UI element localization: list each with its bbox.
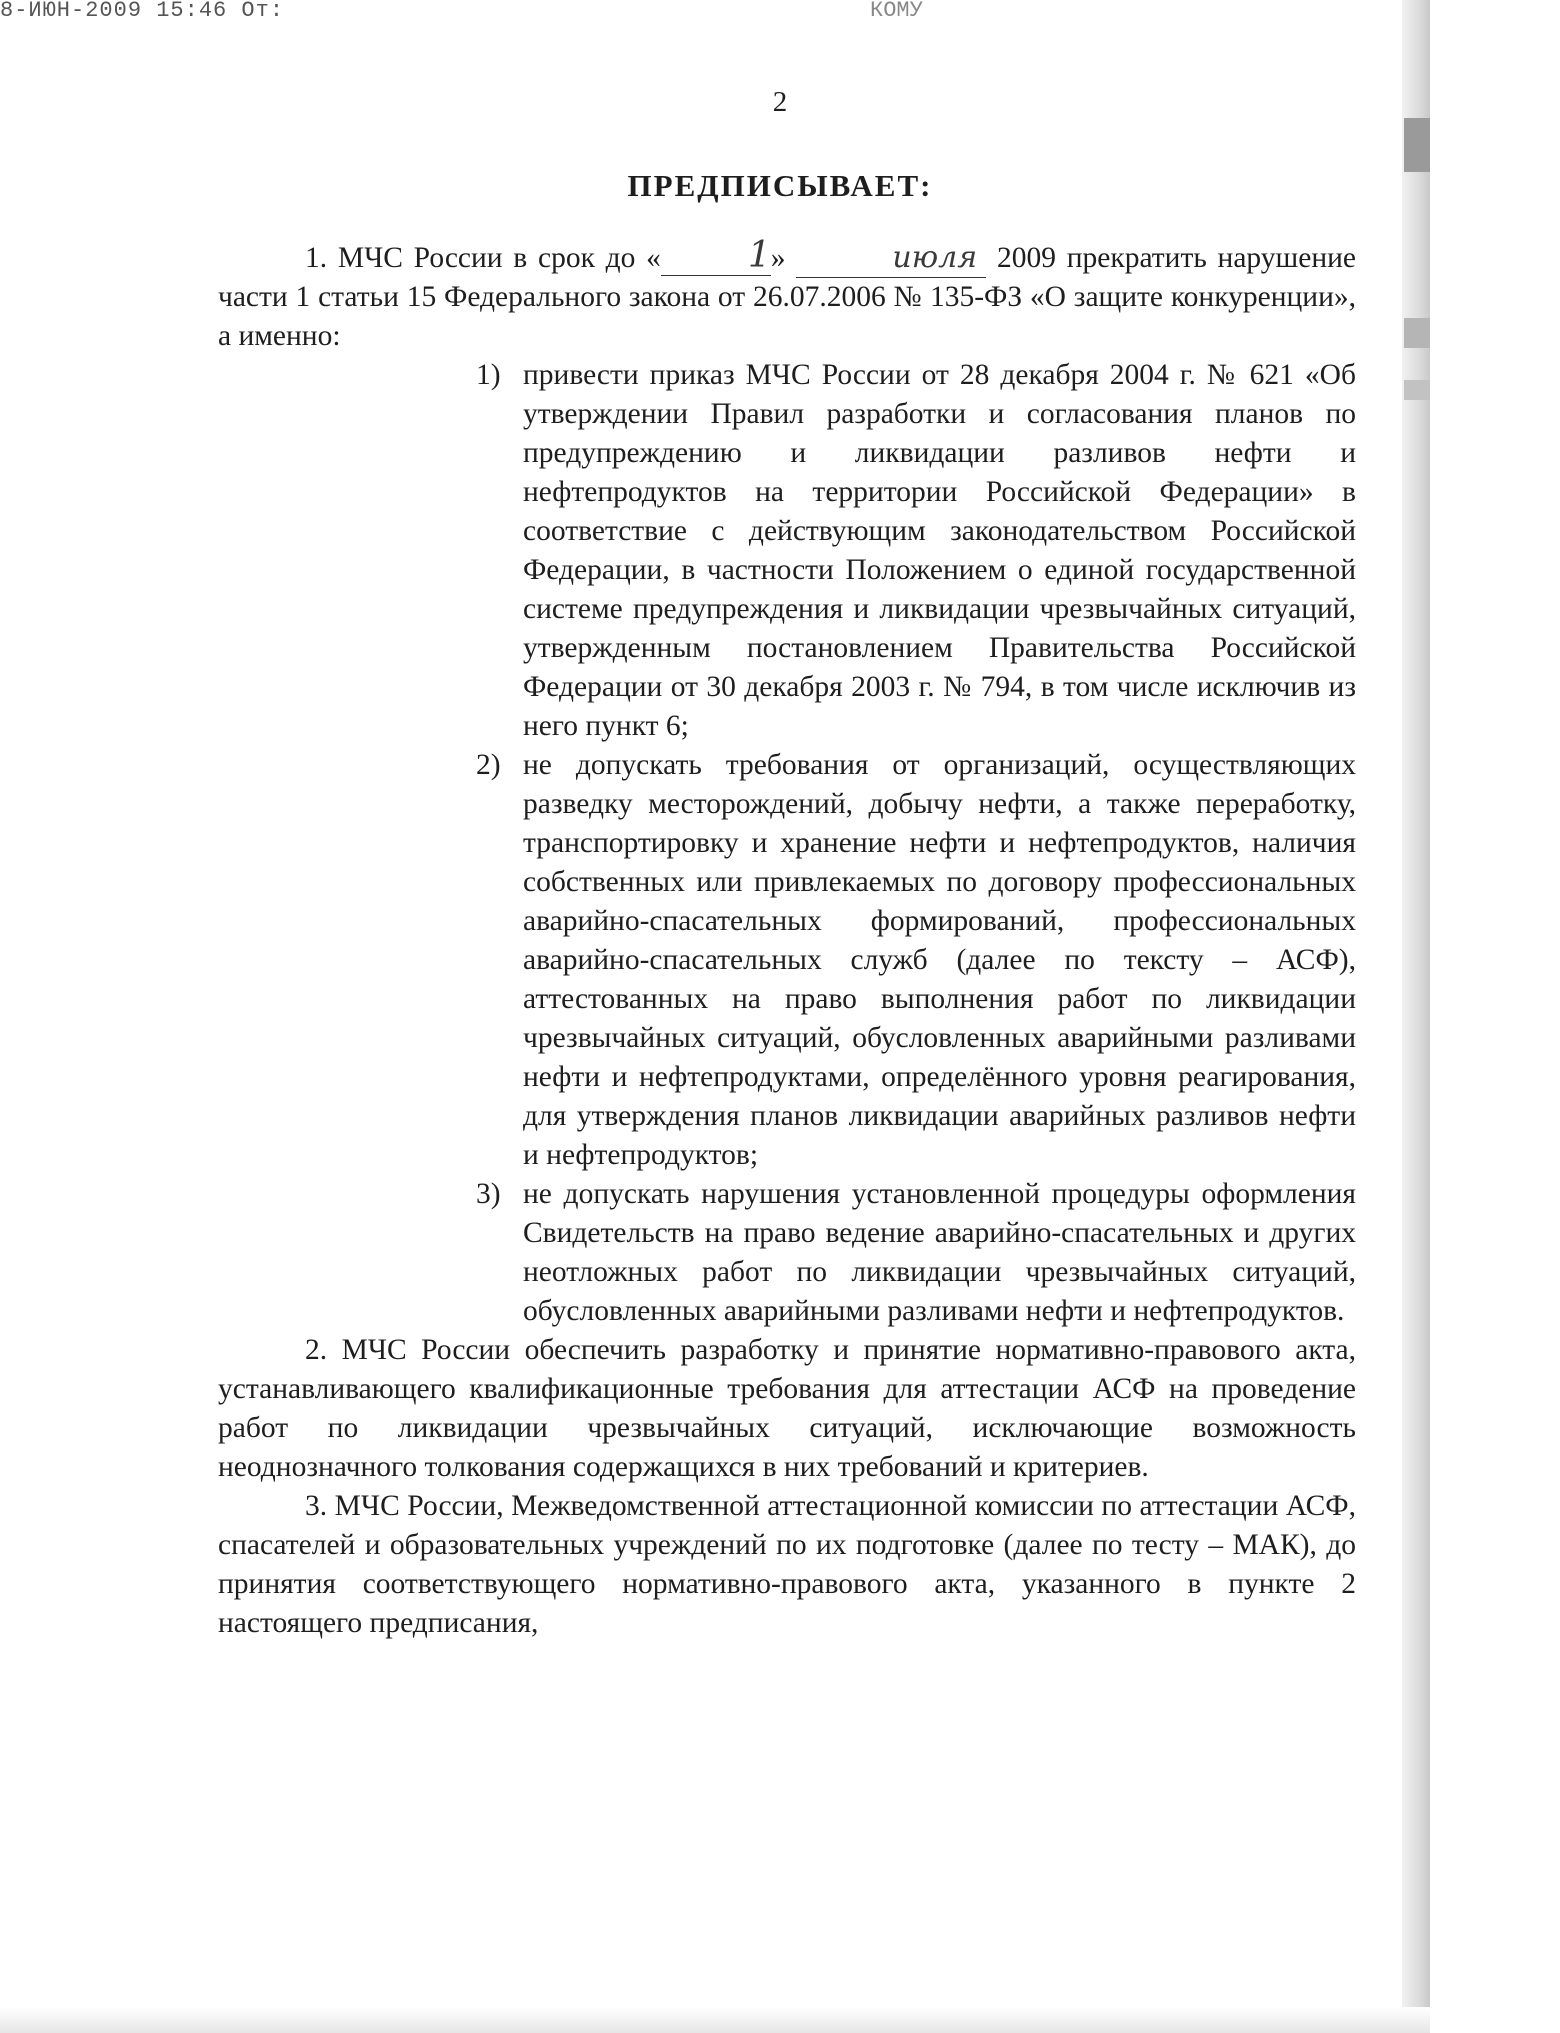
fax-header-recipient: КОМУ (870, 0, 923, 23)
fax-header: 8-ИЮН-2009 15:46 От: (0, 0, 285, 23)
scan-edge-mark (1404, 118, 1430, 172)
document-body (218, 236, 1356, 1643)
item-1-before-day: 1. МЧС России в срок до « (305, 242, 661, 274)
scan-right-edge (1402, 0, 1430, 2033)
document-title: ПРЕДПИСЫВАЕТ: (627, 168, 933, 203)
subitem-list (476, 356, 1356, 1331)
list-item (476, 1175, 1356, 1331)
subitem-text: не допускать требования от организаций, осуществляющих разведку месторождений, добычу нефти, а также переработку, транспортировку и хранение нефти и нефтепродуктов, наличия собственных или привлекаемых по договору профессиональных аварийно-спасательных формирований, профессиональных аварийно-спасательных служб (далее по тексту – АСФ), аттестованных на право выполнения работ по ликвидации чрезвычайных ситуаций, обусловленных аварийными разливами нефти и нефтепродуктами, определённого уровня реагирования, для утверждения планов ликвидации аварийных разливов нефти и нефтепродуктов; (523, 749, 1356, 1171)
list-item (476, 356, 1356, 746)
item-1-after-day: » (770, 242, 786, 274)
subitem-number: 3) (476, 1178, 501, 1210)
handwritten-month: июля (796, 238, 986, 278)
subitem-text: не допускать нарушения установленной процедуры оформления Свидетельств на право ведение аварийно-спасательных и других неотложных работ по ликвидации чрезвычайных ситуаций, обусловленных аварийными разливами нефти и нефтепродуктов. (523, 1178, 1356, 1327)
paragraph-item-1 (218, 236, 1356, 356)
paragraph-item-2: 2. МЧС России обеспечить разработку и принятие нормативно-правового акта, устанавливающего квалификационные требования для аттестации АСФ на проведение работ по ликвидации чрезвычайных ситуаций, исключающие возможность неоднозначного толкования содержащихся в них требований и критериев. (218, 1334, 1356, 1483)
subitem-number: 2) (476, 749, 501, 781)
list-item (476, 746, 1356, 1175)
page-number: 2 (772, 86, 788, 118)
subitem-text: привести приказ МЧС России от 28 декабря 2004 г. № 621 «Об утверждении Правил разработки и согласования планов по предупреждению и ликвидации разливов нефти и нефтепродуктов на территории Российской Федерации» в соответствие с действующим законодательством Российской Федерации, в частности Положением о единой государственной системе предупреждения и ликвидации чрезвычайных ситуаций, утвержденным постановлением Правительства Российской Федерации от 30 декабря 2003 г. № 794, в том числе исключив из него пункт 6; (523, 359, 1356, 742)
scan-edge-mark (1404, 318, 1430, 348)
subitem-number: 1) (476, 359, 501, 391)
scan-bottom-edge (0, 2007, 1430, 2033)
scan-edge-mark (1404, 380, 1430, 400)
paragraph-item-3: 3. МЧС России, Межведомственной аттестационной комиссии по аттестации АСФ, спасателей и образовательных учреждений по их подготовке (далее по тесту – МАК), до принятия соответствующего нормативно-правового акта, указанного в пункте 2 настоящего предписания, (218, 1490, 1356, 1639)
handwritten-day: 1 (661, 236, 771, 276)
item-1-text: 2009 прекратить нарушение части 1 статьи 15 Федерального закона от 26.07.2006 № 135-ФЗ «О защите конкуренции», а именно: (218, 242, 1356, 352)
